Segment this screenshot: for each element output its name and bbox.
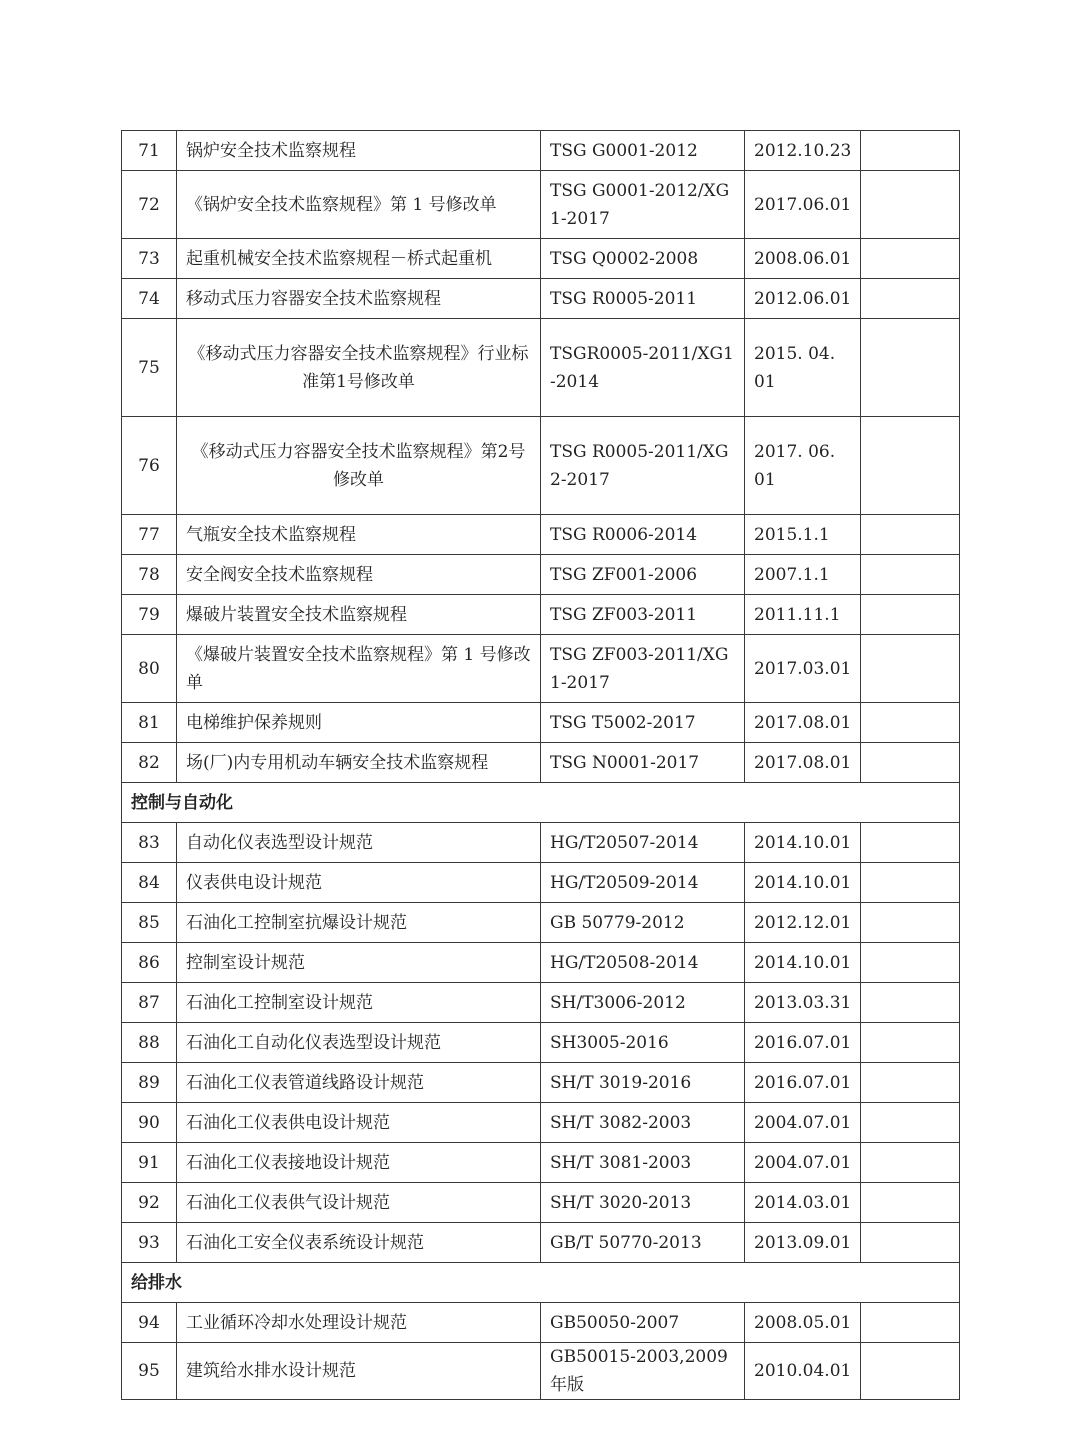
row-number: 72 bbox=[122, 171, 177, 239]
table-row bbox=[122, 943, 960, 983]
row-number: 74 bbox=[122, 279, 177, 319]
effective-date: 2014.03.01 bbox=[745, 1183, 861, 1223]
effective-date: 2017.03.01 bbox=[745, 635, 861, 703]
row-number: 76 bbox=[122, 417, 177, 515]
standard-code: TSG G0001-2012 bbox=[541, 131, 745, 171]
remarks-cell bbox=[861, 1183, 960, 1223]
standard-code: GB50050-2007 bbox=[541, 1303, 745, 1343]
table-row bbox=[122, 703, 960, 743]
remarks-cell bbox=[861, 703, 960, 743]
section-header-row bbox=[122, 783, 960, 823]
standard-name: 《移动式压力容器安全技术监察规程》行业标准第1号修改单 bbox=[177, 319, 541, 417]
effective-date: 2013.03.31 bbox=[745, 983, 861, 1023]
standard-code: TSG N0001-2017 bbox=[541, 743, 745, 783]
row-number: 91 bbox=[122, 1143, 177, 1183]
table-row bbox=[122, 1303, 960, 1343]
remarks-cell bbox=[861, 635, 960, 703]
table-row bbox=[122, 417, 960, 515]
effective-date: 2012.06.01 bbox=[745, 279, 861, 319]
remarks-cell bbox=[861, 943, 960, 983]
row-number: 82 bbox=[122, 743, 177, 783]
standard-name: 石油化工控制室设计规范 bbox=[177, 983, 541, 1023]
row-number: 90 bbox=[122, 1103, 177, 1143]
table-row bbox=[122, 823, 960, 863]
row-number: 75 bbox=[122, 319, 177, 417]
effective-date: 2016.07.01 bbox=[745, 1063, 861, 1103]
standard-code: GB 50779-2012 bbox=[541, 903, 745, 943]
standard-name: 《锅炉安全技术监察规程》第 1 号修改单 bbox=[177, 171, 541, 239]
row-number: 71 bbox=[122, 131, 177, 171]
table-row bbox=[122, 863, 960, 903]
effective-date: 2014.10.01 bbox=[745, 863, 861, 903]
table-row bbox=[122, 903, 960, 943]
standard-name: 石油化工自动化仪表选型设计规范 bbox=[177, 1023, 541, 1063]
remarks-cell bbox=[861, 863, 960, 903]
standard-name: 锅炉安全技术监察规程 bbox=[177, 131, 541, 171]
standard-code: TSG G0001-2012/XG1-2017 bbox=[541, 171, 745, 239]
standard-name: 《爆破片装置安全技术监察规程》第 1 号修改单 bbox=[177, 635, 541, 703]
remarks-cell bbox=[861, 515, 960, 555]
effective-date: 2016.07.01 bbox=[745, 1023, 861, 1063]
remarks-cell bbox=[861, 1143, 960, 1183]
standard-code: HG/T20507-2014 bbox=[541, 823, 745, 863]
standard-code: HG/T20508-2014 bbox=[541, 943, 745, 983]
standard-code: TSGR0005-2011/XG1-2014 bbox=[541, 319, 745, 417]
row-number: 77 bbox=[122, 515, 177, 555]
table-row bbox=[122, 131, 960, 171]
row-number: 89 bbox=[122, 1063, 177, 1103]
table-row bbox=[122, 515, 960, 555]
table-row bbox=[122, 1103, 960, 1143]
remarks-cell bbox=[861, 743, 960, 783]
row-number: 93 bbox=[122, 1223, 177, 1263]
table-row bbox=[122, 319, 960, 417]
remarks-cell bbox=[861, 555, 960, 595]
standard-code: TSG Q0002-2008 bbox=[541, 239, 745, 279]
effective-date: 2008.06.01 bbox=[745, 239, 861, 279]
table-row bbox=[122, 983, 960, 1023]
remarks-cell bbox=[861, 595, 960, 635]
row-number: 83 bbox=[122, 823, 177, 863]
remarks-cell bbox=[861, 279, 960, 319]
standard-name: 建筑给水排水设计规范 bbox=[177, 1343, 541, 1400]
standard-code: GB/T 50770-2013 bbox=[541, 1223, 745, 1263]
section-header-row bbox=[122, 1263, 960, 1303]
standard-name: 石油化工仪表管道线路设计规范 bbox=[177, 1063, 541, 1103]
effective-date: 2004.07.01 bbox=[745, 1103, 861, 1143]
table-row bbox=[122, 1343, 960, 1400]
standards-table bbox=[121, 130, 960, 1400]
effective-date: 2013.09.01 bbox=[745, 1223, 861, 1263]
standard-code: TSG ZF001-2006 bbox=[541, 555, 745, 595]
row-number: 84 bbox=[122, 863, 177, 903]
row-number: 80 bbox=[122, 635, 177, 703]
standard-name: 工业循环冷却水处理设计规范 bbox=[177, 1303, 541, 1343]
effective-date: 2008.05.01 bbox=[745, 1303, 861, 1343]
row-number: 73 bbox=[122, 239, 177, 279]
table-row bbox=[122, 635, 960, 703]
effective-date: 2017.06.01 bbox=[745, 171, 861, 239]
standard-code: SH/T 3081-2003 bbox=[541, 1143, 745, 1183]
section-title: 控制与自动化 bbox=[122, 783, 960, 823]
standard-code: TSG ZF003-2011/XG1-2017 bbox=[541, 635, 745, 703]
remarks-cell bbox=[861, 1223, 960, 1263]
table-row bbox=[122, 1143, 960, 1183]
standards-table-body bbox=[122, 131, 960, 1400]
effective-date: 2007.1.1 bbox=[745, 555, 861, 595]
remarks-cell bbox=[861, 417, 960, 515]
section-title: 给排水 bbox=[122, 1263, 960, 1303]
effective-date: 2012.12.01 bbox=[745, 903, 861, 943]
remarks-cell bbox=[861, 239, 960, 279]
table-row bbox=[122, 279, 960, 319]
row-number: 81 bbox=[122, 703, 177, 743]
table-row bbox=[122, 1183, 960, 1223]
remarks-cell bbox=[861, 171, 960, 239]
remarks-cell bbox=[861, 983, 960, 1023]
table-row bbox=[122, 1223, 960, 1263]
remarks-cell bbox=[861, 1343, 960, 1400]
effective-date: 2017.08.01 bbox=[745, 743, 861, 783]
effective-date: 2010.04.01 bbox=[745, 1343, 861, 1400]
standard-name: 石油化工安全仪表系统设计规范 bbox=[177, 1223, 541, 1263]
row-number: 92 bbox=[122, 1183, 177, 1223]
standard-name: 安全阀安全技术监察规程 bbox=[177, 555, 541, 595]
standard-name: 移动式压力容器安全技术监察规程 bbox=[177, 279, 541, 319]
standard-code: TSG T5002-2017 bbox=[541, 703, 745, 743]
effective-date: 2004.07.01 bbox=[745, 1143, 861, 1183]
standard-name: 控制室设计规范 bbox=[177, 943, 541, 983]
standard-name: 石油化工仪表接地设计规范 bbox=[177, 1143, 541, 1183]
remarks-cell bbox=[861, 319, 960, 417]
row-number: 94 bbox=[122, 1303, 177, 1343]
standard-code: TSG R0005-2011/XG2-2017 bbox=[541, 417, 745, 515]
effective-date: 2017.08.01 bbox=[745, 703, 861, 743]
table-row bbox=[122, 743, 960, 783]
effective-date: 2015. 04. 01 bbox=[745, 319, 861, 417]
standard-name: 石油化工控制室抗爆设计规范 bbox=[177, 903, 541, 943]
table-row bbox=[122, 595, 960, 635]
table-row bbox=[122, 171, 960, 239]
standard-name: 气瓶安全技术监察规程 bbox=[177, 515, 541, 555]
effective-date: 2017. 06. 01 bbox=[745, 417, 861, 515]
remarks-cell bbox=[861, 1023, 960, 1063]
table-row bbox=[122, 1023, 960, 1063]
effective-date: 2014.10.01 bbox=[745, 943, 861, 983]
remarks-cell bbox=[861, 1103, 960, 1143]
standard-code: SH3005-2016 bbox=[541, 1023, 745, 1063]
standard-code: SH/T3006-2012 bbox=[541, 983, 745, 1023]
effective-date: 2011.11.1 bbox=[745, 595, 861, 635]
table-row bbox=[122, 239, 960, 279]
standard-name: 石油化工仪表供电设计规范 bbox=[177, 1103, 541, 1143]
standard-code: SH/T 3019-2016 bbox=[541, 1063, 745, 1103]
remarks-cell bbox=[861, 1303, 960, 1343]
table-row bbox=[122, 1063, 960, 1103]
effective-date: 2014.10.01 bbox=[745, 823, 861, 863]
row-number: 78 bbox=[122, 555, 177, 595]
standard-code: GB50015-2003,2009 年版 bbox=[541, 1343, 745, 1400]
standard-code: TSG ZF003-2011 bbox=[541, 595, 745, 635]
standard-name: 仪表供电设计规范 bbox=[177, 863, 541, 903]
remarks-cell bbox=[861, 131, 960, 171]
standard-name: 起重机械安全技术监察规程－桥式起重机 bbox=[177, 239, 541, 279]
row-number: 95 bbox=[122, 1343, 177, 1400]
standard-name: 石油化工仪表供气设计规范 bbox=[177, 1183, 541, 1223]
remarks-cell bbox=[861, 823, 960, 863]
standard-name: 爆破片装置安全技术监察规程 bbox=[177, 595, 541, 635]
table-row bbox=[122, 555, 960, 595]
remarks-cell bbox=[861, 903, 960, 943]
row-number: 88 bbox=[122, 1023, 177, 1063]
standard-code: SH/T 3082-2003 bbox=[541, 1103, 745, 1143]
row-number: 87 bbox=[122, 983, 177, 1023]
standard-code: HG/T20509-2014 bbox=[541, 863, 745, 903]
effective-date: 2015.1.1 bbox=[745, 515, 861, 555]
standard-name: 自动化仪表选型设计规范 bbox=[177, 823, 541, 863]
effective-date: 2012.10.23 bbox=[745, 131, 861, 171]
standard-name: 场(厂)内专用机动车辆安全技术监察规程 bbox=[177, 743, 541, 783]
standard-code: TSG R0006-2014 bbox=[541, 515, 745, 555]
standard-code: SH/T 3020-2013 bbox=[541, 1183, 745, 1223]
standard-code: TSG R0005-2011 bbox=[541, 279, 745, 319]
row-number: 79 bbox=[122, 595, 177, 635]
standard-name: 《移动式压力容器安全技术监察规程》第2号修改单 bbox=[177, 417, 541, 515]
row-number: 85 bbox=[122, 903, 177, 943]
row-number: 86 bbox=[122, 943, 177, 983]
remarks-cell bbox=[861, 1063, 960, 1103]
standard-name: 电梯维护保养规则 bbox=[177, 703, 541, 743]
